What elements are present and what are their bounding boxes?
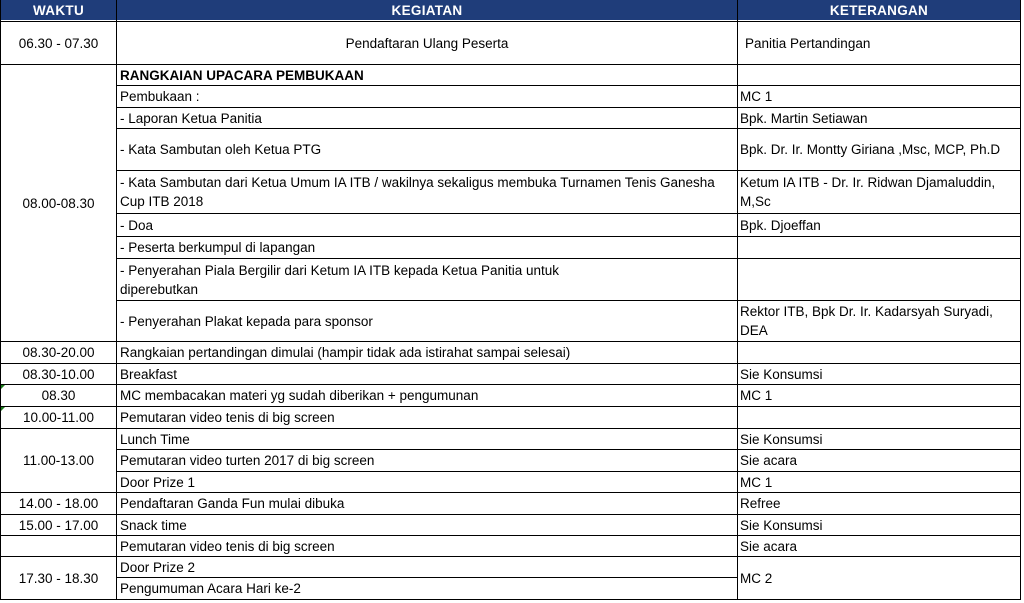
kegiatan-cell: - Peserta berkumpul di lapangan — [120, 240, 316, 255]
kegiatan-cell: Rangkaian pertandingan dimulai (hampir tidak ada istirahat sampai selesai) — [120, 345, 571, 360]
kegiatan-cell: Door Prize 1 — [120, 474, 196, 490]
kegiatan-cell: Pengumuman Acara Hari ke-2 — [120, 581, 301, 596]
waktu-cell-group-1100: 11.00-13.00 — [22, 453, 95, 468]
kegiatan-cell: - Doa — [120, 217, 154, 233]
keterangan-cell: Ketum IA ITB - Dr. Ir. Ridwan Djamaluddin, M,Sc — [740, 175, 996, 209]
keterangan-cell-mc2: MC 2 — [740, 570, 773, 586]
waktu-cell: 14.00 - 18.00 — [18, 496, 99, 511]
waktu-cell-group-0800: 08.00-08.30 — [22, 195, 95, 211]
keterangan-cell: Bpk. Djoeffan — [740, 217, 821, 233]
keterangan-cell: Sie Konsumsi — [740, 366, 823, 382]
keterangan-cell — [737, 65, 1021, 85]
grid-line — [0, 492, 1021, 493]
waktu-cell: 06.30 - 07.30 — [18, 35, 99, 51]
grid-line — [117, 170, 1021, 171]
kegiatan-cell: Pemutaran video tenis di big screen — [120, 410, 335, 425]
kegiatan-cell: Breakfast — [120, 366, 178, 382]
grid-line — [0, 341, 1021, 342]
kegiatan-cell: Pendaftaran Ganda Fun mulai dibuka — [120, 496, 345, 511]
kegiatan-cell: - Kata Sambutan oleh Ketua PTG — [120, 142, 322, 157]
kegiatan-cell-section-title: RANGKAIAN UPACARA PEMBUKAAN — [120, 67, 364, 83]
kegiatan-cell: Snack time — [120, 517, 187, 533]
waktu-cell: 08.30-20.00 — [22, 345, 95, 360]
waktu-cell: 15.00 - 17.00 — [18, 517, 99, 533]
keterangan-cell: MC 1 — [740, 89, 773, 104]
kegiatan-cell: Pemutaran video turten 2017 di big screen — [120, 453, 375, 468]
grid-line — [0, 556, 1021, 557]
kegiatan-cell: - Penyerahan Plakat kepada para sponsor — [120, 313, 373, 329]
keterangan-cell: Sie acara — [740, 453, 798, 468]
keterangan-cell: Panitia Pertandingan — [745, 35, 871, 51]
keterangan-cell: MC 1 — [740, 474, 773, 490]
grid-line — [117, 236, 1021, 237]
grid-line — [0, 21, 1021, 22]
waktu-cell: 08.30-10.00 — [22, 366, 95, 382]
header-kegiatan: KEGIATAN — [117, 0, 737, 20]
keterangan-cell: Bpk. Dr. Ir. Montty Giriana ,Msc, MCP, Ph.D — [740, 142, 1001, 157]
keterangan-cell: Rektor ITB, Bpk Dr. Ir. Kadarsyah Suryadi, DEA — [740, 304, 993, 338]
grid-line — [117, 300, 1021, 301]
grid-line — [117, 258, 1021, 259]
keterangan-cell: Sie acara — [740, 538, 798, 554]
grid-line — [0, 0, 1, 600]
grid-line — [0, 363, 1021, 364]
keterangan-cell: Refree — [740, 496, 781, 511]
grid-line — [0, 406, 1021, 407]
keterangan-cell — [737, 259, 1021, 300]
waktu-cell — [0, 536, 117, 556]
grid-line — [0, 514, 1021, 515]
grid-line — [0, 428, 1021, 429]
keterangan-cell — [737, 407, 1021, 428]
grid-line — [0, 384, 1021, 385]
keterangan-cell — [737, 342, 1021, 363]
kegiatan-cell: MC membacakan materi yg sudah diberikan + pengumunan — [120, 388, 479, 403]
kegiatan-cell: - Penyerahan Piala Bergilir dari Ketum IA ITB kepada Ketua Panitia untuk diperebutkan — [120, 262, 560, 297]
waktu-cell-group-1730: 17.30 - 18.30 — [18, 570, 99, 586]
keterangan-cell: Bpk. Martin Setiawan — [740, 110, 868, 126]
kegiatan-cell: - Laporan Ketua Panitia — [120, 110, 262, 126]
grid-line — [117, 85, 1021, 86]
keterangan-cell: Sie Konsumsi — [740, 517, 823, 533]
header-keterangan: KETERANGAN — [737, 0, 1021, 20]
grid-line — [117, 471, 1021, 472]
grid-line — [117, 449, 1021, 450]
kegiatan-cell: - Kata Sambutan dari Ketua Umum IA ITB / wakilnya sekaligus membuka Turnamen Tenis Ganesha Cup ITB 2018 — [120, 175, 715, 209]
keterangan-cell: MC 1 — [740, 388, 773, 403]
grid-line — [0, 535, 1021, 536]
grid-line — [0, 599, 1021, 600]
waktu-cell: 08.30 — [41, 388, 76, 403]
keterangan-cell: Sie Konsumsi — [740, 431, 823, 447]
grid-line — [117, 128, 1021, 129]
grid-line — [0, 64, 1021, 65]
kegiatan-cell: Lunch Time — [120, 431, 190, 447]
grid-line — [117, 213, 1021, 214]
kegiatan-cell: Pendaftaran Ulang Peserta — [345, 35, 509, 51]
kegiatan-cell: Pembukaan : — [120, 89, 200, 104]
grid-line — [117, 107, 1021, 108]
header-waktu: WAKTU — [0, 0, 117, 20]
kegiatan-cell: Pemutaran video tenis di big screen — [120, 538, 335, 554]
waktu-cell: 10.00-11.00 — [22, 410, 95, 425]
keterangan-cell — [737, 237, 1021, 258]
kegiatan-cell: Door Prize 2 — [120, 559, 196, 575]
grid-line — [117, 577, 737, 578]
